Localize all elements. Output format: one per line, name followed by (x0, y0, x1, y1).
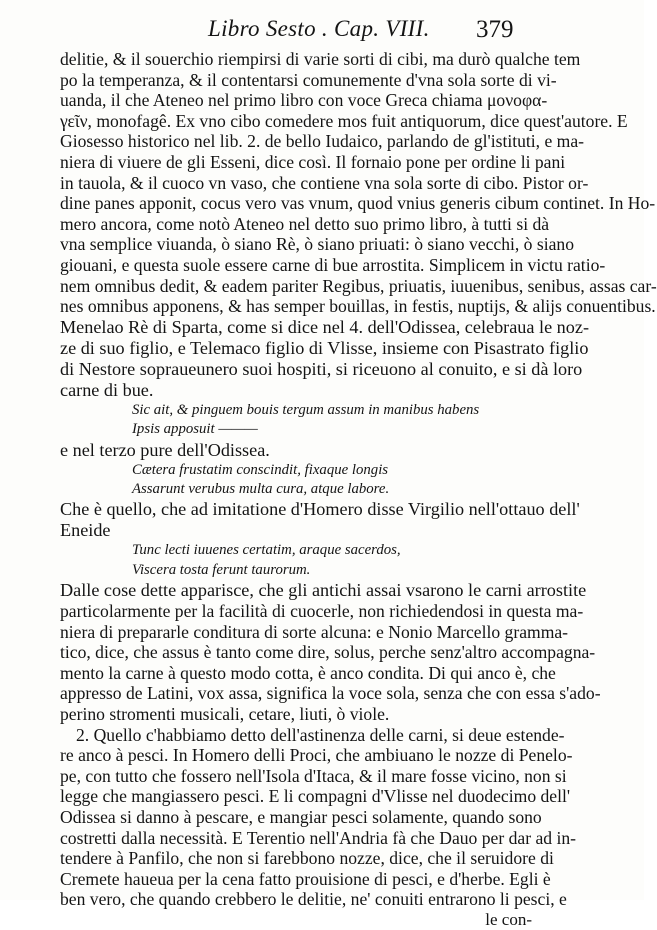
quote-line: Ipsis apposuit ——— (132, 421, 258, 438)
text-line: dine panes apponit, cocus vero vas vnum, quod vnius generis cibum continet. In Ho- (60, 193, 656, 214)
text-line: mero ancora, come notò Ateneo nel detto suo primo libro, à tutti si dà (60, 213, 550, 234)
text-line: Cremete haueua per la cena fatto prouisione di pesci, e d'herbe. Egli è (60, 868, 551, 889)
text-line: ze di suo figlio, e Telemaco figlio di Vlisse, insieme con Pisastrato figlio (60, 337, 589, 358)
text-line: mento la carne à questo modo cotta, è anco condita. Di qui anco è, che (60, 662, 556, 683)
page-number: 379 (476, 16, 514, 43)
text-line: nes omnibus apponens, & has semper bouillas, in festis, nuptijs, & alijs conuentibus. (60, 296, 656, 317)
text-line: γεῖν, monofagê. Ex vno cibo comedere mos fuit antiquorum, dice quest'autore. E (60, 110, 628, 131)
text-line: e nel terzo pure dell'Odissea. (60, 439, 270, 460)
catchword: le con- (485, 909, 532, 929)
text-line: Menelao Rè di Sparta, come si dice nel 4. dell'Odissea, celebraua le noz- (60, 316, 590, 337)
text-line: Odissea si danno à pescare, e mangiar pesci solamente, quando sono (60, 807, 542, 827)
text-line: vna semplice viuanda, ò siano Rè, ò siano priuati: ò siano vecchi, ò siano (60, 234, 575, 255)
text-line: tendere à Panfilo, che non si farebbono nozze, dice, che il seruidore di (60, 848, 554, 869)
text-line: perino stromenti musicali, cetare, liuti, ò viole. (60, 704, 390, 725)
text-line: pe, con tutto che fossero nell'Isola d'Itaca, & il mare fosse vicino, non si (60, 765, 567, 786)
text-line: costretti dalla necessità. E Terentio nell'Andria fà che Dauo per dar ad in- (60, 827, 577, 848)
text-line: legge che mangiassero pesci. E li compagni d'Vlisse nel duodecimo dell' (60, 786, 571, 807)
quote-line: Tunc lecti iuuenes certatim, araque sacerdos, (132, 542, 401, 559)
text-line: ben vero, che quando crebbero le delitie, ne' conuiti entrarono li pesci, e (60, 889, 567, 910)
text-line: carne di bue. (60, 379, 154, 400)
quote-line: Sic ait, & pinguem bouis tergum assum in manibus habens (132, 401, 480, 418)
text-line: re anco à pesci. In Homero delli Proci, che ambiuano le nozze di Penelo- (60, 745, 573, 766)
quote-line: Viscera tosta ferunt taurorum. (132, 561, 311, 578)
running-title: Libro Sesto . Cap. VIII. (208, 16, 430, 41)
text-line: uanda, il che Ateneo nel primo libro con voce Greca chiama μονοφα- (60, 90, 548, 111)
text-line: 2. Quello c'habbiamo detto dell'astinenza delle carni, si deue estende- (76, 724, 565, 745)
text-line: niera di viuere de gli Esseni, dice così. Il fornaio pone per ordine li pani (60, 151, 566, 172)
page-header (0, 10, 644, 46)
text-line: Giosesso historico nel lib. 2. de bello Iudaico, parlando de gl'istituti, e ma- (60, 131, 585, 152)
text-line: di Nestore sopraueunero suoi hospiti, si riceuono al conuito, e si dà loro (60, 358, 583, 379)
text-line: niera di prepararle conditura di sorte alcuna: e Nonio Marcello gramma- (60, 621, 569, 642)
text-line: in tauola, & il cuoco vn vaso, che contiene vna sola sorte di cibo. Pistor or- (60, 172, 589, 193)
text-line: nem omnibus dedit, & eadem pariter Regibus, priuatis, iuuenibus, senibus, assas car- (60, 275, 657, 296)
text-line: Eneide (60, 520, 111, 541)
text-line: Che è quello, che ad imitatione d'Homero disse Virgilio nell'ottauo dell' (60, 499, 580, 520)
text-line: tico, dice, che assus è tanto come dire, solus, perche senz'altro accompagna- (60, 642, 596, 663)
quote-line: Assarunt verubus multa cura, atque labore. (132, 480, 390, 497)
text-line: particolarmente per la facilità di cuocerle, non richiedendosi in questa ma- (60, 601, 584, 622)
text-line: delitie, & il souerchio riempirsi di varie sorti di cibi, ma durò qualche tem (60, 49, 581, 69)
text-line: appresso de Latini, vox assa, significa la voce sola, senza che con essa s'ado- (60, 683, 601, 704)
text-line: giouani, e questa suole essere carne di bue arrostita. Simplicem in victu ratio- (60, 254, 606, 275)
text-line: Dalle cose dette apparisce, che gli antichi assai vsarono le carni arrostite (60, 580, 587, 601)
body-text (60, 49, 657, 930)
quote-line: Cætera frustatim conscindit, fixaque longis (132, 461, 389, 478)
text-line: po la temperanza, & il contentarsi comunemente d'vna sola sorte di vi- (60, 69, 557, 90)
